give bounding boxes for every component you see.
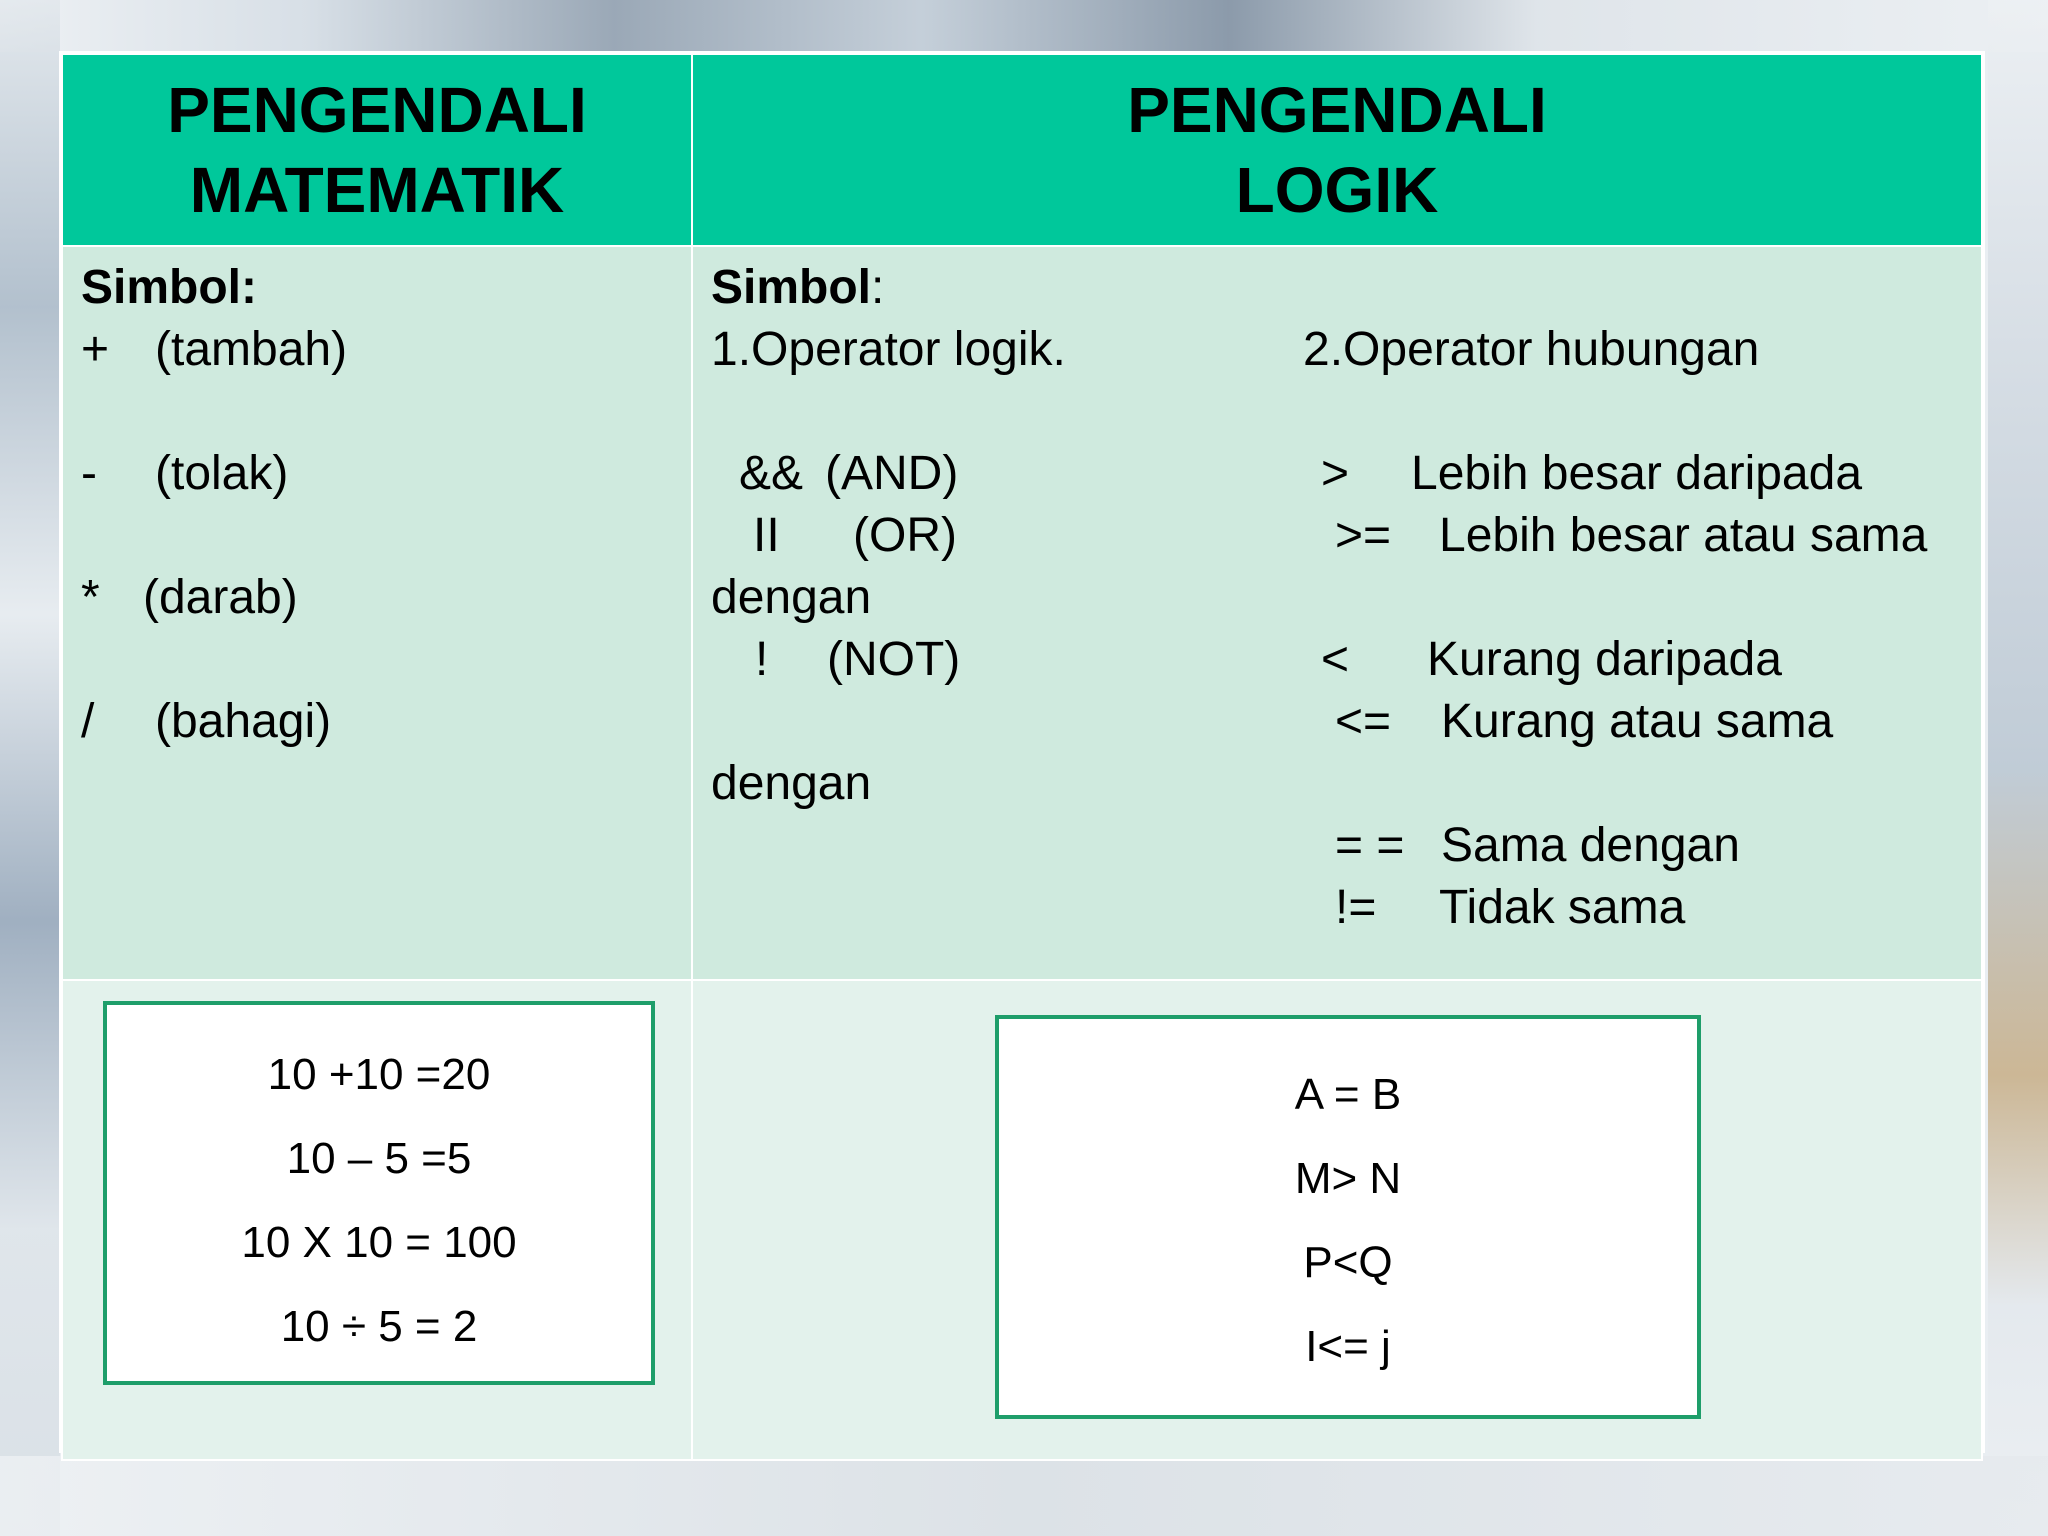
header-logic (692, 54, 1982, 246)
logic-example: A = B (1294, 1070, 1402, 1119)
logic-example: I<= j (1305, 1322, 1391, 1371)
header-logic-line2: LOGIK (1235, 154, 1439, 226)
math-example: 10 – 5 =5 (286, 1134, 472, 1183)
math-op-name: (bahagi) (155, 695, 332, 748)
logic-simbol-word: Simbol (711, 261, 872, 314)
math-example: 10 ÷ 5 = 2 (280, 1302, 478, 1351)
slide (59, 51, 1985, 1453)
logical-op-symbol: && (739, 447, 804, 500)
logical-op-name: (NOT) (827, 633, 961, 686)
logical-op-symbol: II (753, 509, 780, 562)
relational-op-name: Kurang daripada (1427, 633, 1782, 686)
logical-operators-heading: 1.Operator logik. (711, 323, 1066, 376)
math-op-symbol: - (81, 447, 97, 500)
relational-op-symbol: = = (1335, 819, 1405, 872)
header-math (62, 54, 692, 246)
math-examples-cell (62, 980, 692, 1460)
background-photo-left (0, 0, 60, 1536)
logic-dengan-text: dengan (711, 757, 872, 810)
logic-example: M> N (1294, 1154, 1402, 1203)
relational-op-name: Lebih besar atau sama (1439, 509, 1928, 562)
relational-op-name: Lebih besar daripada (1411, 447, 1863, 500)
logic-simbol-colon: : (871, 261, 885, 314)
relational-op-symbol: < (1321, 633, 1350, 686)
examples-row (62, 980, 1982, 1460)
logic-dengan-text: dengan (711, 571, 872, 624)
math-example: 10 X 10 = 100 (241, 1218, 517, 1267)
logic-symbols-cell (692, 246, 1982, 980)
logical-op-name: (OR) (853, 509, 957, 562)
math-symbols-cell (62, 246, 692, 980)
relational-op-name: Kurang atau sama (1441, 695, 1834, 748)
background-photo-right (1988, 0, 2048, 1536)
background-photo-bottom (0, 1456, 2048, 1536)
math-op-symbol: * (81, 571, 100, 624)
logic-example: P<Q (1303, 1238, 1393, 1287)
math-simbol-label: Simbol: (81, 261, 257, 314)
relational-op-symbol: > (1321, 447, 1350, 500)
logic-examples-cell (692, 980, 1982, 1460)
operators-table (61, 53, 1983, 1461)
relational-op-symbol: >= (1335, 509, 1392, 562)
math-examples-box (103, 1001, 655, 1385)
math-op-name: (tambah) (155, 323, 348, 376)
relational-operators-heading: 2.Operator hubungan (1303, 323, 1760, 376)
logic-simbol-label (711, 257, 884, 319)
relational-op-symbol: != (1335, 881, 1377, 934)
header-math-line1: PENGENDALI (167, 74, 587, 146)
relational-op-name: Tidak sama (1439, 881, 1686, 934)
header-row (62, 54, 1982, 246)
symbols-row (62, 246, 1982, 980)
math-op-name: (tolak) (155, 447, 289, 500)
math-op-symbol: / (81, 695, 95, 748)
math-example: 10 +10 =20 (267, 1050, 491, 1099)
logic-examples-box (995, 1015, 1701, 1419)
header-logic-line1: PENGENDALI (1127, 74, 1547, 146)
header-math-line2: MATEMATIK (189, 154, 565, 226)
logical-op-name: (AND) (825, 447, 959, 500)
math-op-name: (darab) (143, 571, 298, 624)
logical-op-symbol: ! (755, 633, 769, 686)
background-photo-top (0, 0, 2048, 52)
math-op-symbol: + (81, 323, 110, 376)
relational-op-name: Sama dengan (1441, 819, 1740, 872)
relational-op-symbol: <= (1335, 695, 1392, 748)
